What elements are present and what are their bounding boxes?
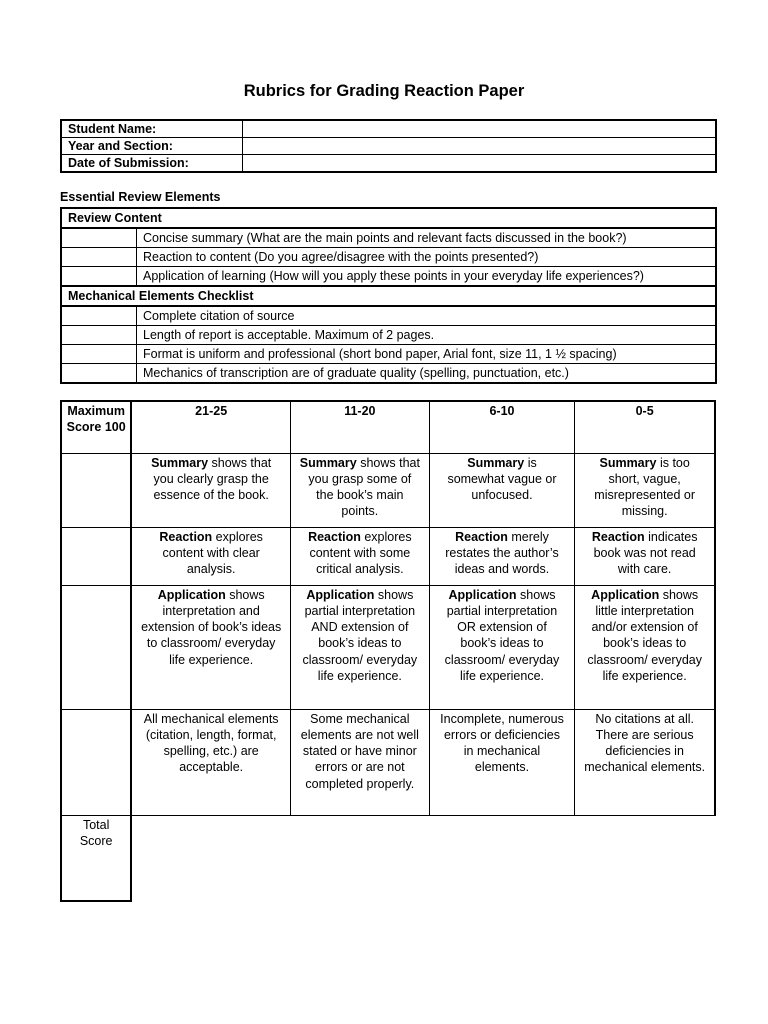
mechanical-item: Mechanics of transcription are of graduate quality (spelling, punctuation, etc.) [137, 364, 717, 384]
score-cell[interactable] [61, 585, 131, 709]
range-header: 11-20 [291, 401, 430, 453]
checkbox-cell[interactable] [61, 248, 137, 267]
year-section-label: Year and Section: [61, 138, 243, 155]
summary-cell: Summary is somewhat vague or unfocused. [429, 453, 575, 527]
summary-cell: Summary shows that you grasp some of the book’s main points. [291, 453, 430, 527]
mechanical-cell: All mechanical elements (citation, length, format, spelling, etc.) are acceptable. [131, 709, 290, 815]
review-item: Application of learning (How will you apply these points in your everyday life experiences?) [137, 267, 717, 287]
checkbox-cell[interactable] [61, 267, 137, 287]
mechanical-item: Length of report is acceptable. Maximum of 2 pages. [137, 326, 717, 345]
application-cell: Application shows partial interpretation OR extension of book’s ideas to classroom/ everyday life experience. [429, 585, 575, 709]
checkbox-cell[interactable] [61, 326, 137, 345]
reaction-cell: Reaction explores content with some critical analysis. [291, 527, 430, 585]
year-section-field[interactable] [243, 138, 717, 155]
reaction-cell: Reaction explores content with clear analysis. [131, 527, 290, 585]
summary-cell: Summary shows that you clearly grasp the essence of the book. [131, 453, 290, 527]
rubric-table [60, 400, 716, 902]
checkbox-cell[interactable] [61, 228, 137, 248]
reaction-cell: Reaction indicates book was not read with care. [575, 527, 715, 585]
application-cell: Application shows interpretation and extension of book’s ideas to classroom/ everyday life experience. [131, 585, 290, 709]
max-score-header: Maximum Score 100 [61, 401, 131, 453]
range-header: 0-5 [575, 401, 715, 453]
summary-cell: Summary is too short, vague, misrepresented or missing. [575, 453, 715, 527]
student-info-table [60, 119, 717, 173]
review-content-header: Review Content [61, 208, 716, 228]
date-submission-field[interactable] [243, 155, 717, 173]
checkbox-cell[interactable] [61, 306, 137, 326]
review-elements-table [60, 207, 717, 384]
score-cell[interactable] [61, 527, 131, 585]
checkbox-cell[interactable] [61, 345, 137, 364]
range-header: 21-25 [131, 401, 290, 453]
student-name-field[interactable] [243, 120, 717, 138]
reaction-cell: Reaction merely restates the author’s ideas and words. [429, 527, 575, 585]
total-score-cell[interactable]: Total Score [61, 815, 131, 901]
range-header: 6-10 [429, 401, 575, 453]
date-submission-label: Date of Submission: [61, 155, 243, 173]
section-title: Essential Review Elements [60, 190, 221, 204]
application-cell: Application shows little interpretation and/or extension of book’s ideas to classroom/ everyday life experience. [575, 585, 715, 709]
mechanical-cell: No citations at all. There are serious deficiencies in mechanical elements. [575, 709, 715, 815]
mechanical-cell: Incomplete, numerous errors or deficiencies in mechanical elements. [429, 709, 575, 815]
mechanical-header: Mechanical Elements Checklist [61, 286, 716, 306]
review-item: Reaction to content (Do you agree/disagree with the points presented?) [137, 248, 717, 267]
mechanical-cell: Some mechanical elements are not well stated or have minor errors or are not completed properly. [291, 709, 430, 815]
score-cell[interactable] [61, 453, 131, 527]
review-item: Concise summary (What are the main points and relevant facts discussed in the book?) [137, 228, 717, 248]
student-name-label: Student Name: [61, 120, 243, 138]
checkbox-cell[interactable] [61, 364, 137, 384]
mechanical-item: Complete citation of source [137, 306, 717, 326]
mechanical-item: Format is uniform and professional (short bond paper, Arial font, size 11, 1 ½ spacing) [137, 345, 717, 364]
page-title: Rubrics for Grading Reaction Paper [243, 82, 525, 100]
application-cell: Application shows partial interpretation AND extension of book’s ideas to classroom/ everyday life experience. [291, 585, 430, 709]
score-cell[interactable] [61, 709, 131, 815]
